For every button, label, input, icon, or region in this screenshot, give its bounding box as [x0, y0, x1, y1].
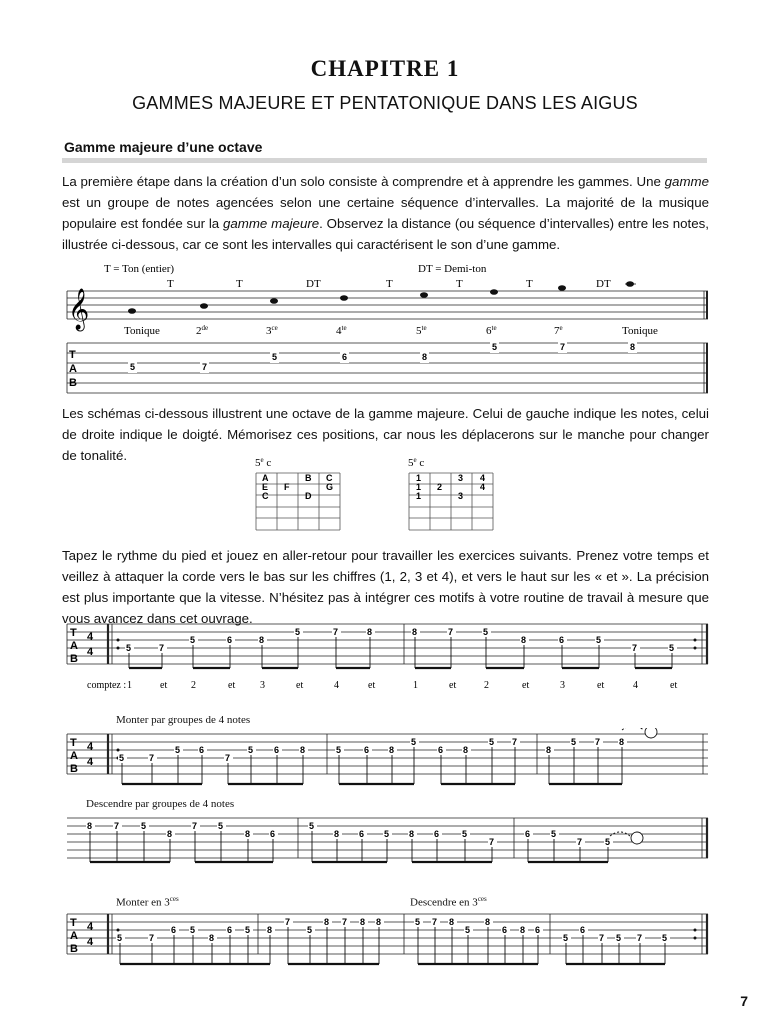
- tab-fret: 7: [149, 933, 155, 943]
- tab-fret: 8: [389, 745, 395, 755]
- count-label: et: [449, 680, 457, 691]
- slide-arc-icon: [622, 728, 644, 730]
- tab-fret: 5: [130, 362, 136, 372]
- tab-fret: 5: [616, 933, 622, 943]
- tab-fret: 8: [87, 821, 93, 831]
- svg-text:T: T: [70, 737, 77, 749]
- count-label: 1: [127, 680, 132, 691]
- exercise-4-tab: [62, 908, 712, 970]
- degree-label: $5^{te}$: [416, 324, 427, 337]
- diagram-note: D: [305, 491, 312, 501]
- tab-clef: [70, 627, 78, 665]
- tab-clef: [70, 917, 78, 955]
- svg-text:4: 4: [87, 631, 94, 643]
- right-diagram-fingers: [416, 473, 485, 501]
- tab-fret: 5: [669, 643, 675, 653]
- count-label: 2: [191, 680, 196, 691]
- rhythm-stems: [129, 637, 675, 668]
- count-labels: [127, 680, 677, 691]
- tab-fret: 6: [359, 829, 365, 839]
- count-label: et: [160, 680, 168, 691]
- tab-fret: 7: [595, 737, 601, 747]
- legend-semitone: DT = Demi-ton: [418, 263, 487, 275]
- tab-fret: 5: [465, 925, 471, 935]
- section-title: Gamme majeure d’une octave: [64, 139, 263, 155]
- diagram-note: A: [262, 473, 269, 483]
- diagram-finger: 3: [458, 491, 464, 501]
- exercise-4-title-up: Monter en $3^{ces}$: [116, 895, 179, 909]
- fretboard-diagrams: [250, 456, 540, 532]
- tab-fret: 8: [619, 737, 625, 747]
- tab-fret: 8: [300, 745, 306, 755]
- tab-fret: 8: [520, 925, 526, 935]
- tab-fret: 7: [342, 917, 348, 927]
- tab-fret: 5: [218, 821, 224, 831]
- count-label: et: [522, 680, 530, 691]
- tab-fret: 5: [272, 352, 278, 362]
- tab-fret: 5: [483, 627, 489, 637]
- tab-fret: 7: [560, 342, 566, 352]
- emphasis-gamme: gamme: [664, 174, 709, 189]
- tab-fret: 7: [149, 753, 155, 763]
- diagram-finger: 1: [416, 491, 422, 501]
- note-head: [270, 298, 278, 304]
- svg-text:A: A: [70, 750, 78, 762]
- svg-text:T: T: [70, 627, 77, 639]
- tab-fret: 7: [432, 917, 438, 927]
- tab-fret: 6: [535, 925, 541, 935]
- diagram-finger: 2: [437, 482, 443, 492]
- diagram-finger: 4: [480, 482, 486, 492]
- tab-fret: 5: [571, 737, 577, 747]
- interval-label: T: [236, 278, 243, 290]
- tab-fret: 6: [559, 635, 565, 645]
- count-label: et: [670, 680, 678, 691]
- svg-text:A: A: [70, 930, 78, 942]
- tab-fret: 5: [462, 829, 468, 839]
- svg-text:4: 4: [87, 741, 94, 753]
- count-label: et: [228, 680, 236, 691]
- tab-fret: 8: [422, 352, 428, 362]
- count-label: et: [597, 680, 605, 691]
- tab-fret: 7: [637, 933, 643, 943]
- tab-fret: 7: [632, 643, 638, 653]
- tab-fret: 6: [227, 635, 233, 645]
- tab-fret: 5: [175, 745, 181, 755]
- tab-fret: 7: [285, 917, 291, 927]
- exercise-3-title: Descendre par groupes de 4 notes: [86, 798, 235, 810]
- emphasis-gamme-majeure: gamme majeure: [222, 216, 320, 231]
- tab-fret: 7: [512, 737, 518, 747]
- diagram-note: G: [326, 482, 334, 492]
- tab-fret: 5: [126, 643, 132, 653]
- svg-text:A: A: [69, 363, 77, 375]
- tab-fret: 7: [577, 837, 583, 847]
- tab-staff: [67, 343, 708, 393]
- intro-paragraph: La première étape dans la création d’un solo consiste à comprendre et à apprendre les gammes. Une gamme est un groupe de notes agencées selon une certaine séquence d’intervalles. La majorité de la musique populaire est fondée sur la gamme majeure. Observez la distance (ou séquence d’intervalles) entre les notes, illustrée ci-dessous, car ce sont les intervalles qui caractérisent le son d’une gamme.: [62, 174, 709, 252]
- diagram-note: E: [262, 482, 269, 492]
- degree-label: $4^{te}$: [336, 324, 347, 337]
- treble-clef-icon: 𝄞: [68, 289, 90, 329]
- tab-fret: 8: [463, 745, 469, 755]
- tab-fret: 5: [662, 933, 668, 943]
- count-label: et: [368, 680, 376, 691]
- tab-fret: 5: [295, 627, 301, 637]
- tab-fret: 6: [270, 829, 276, 839]
- svg-text:4: 4: [87, 756, 94, 768]
- note-head: [558, 285, 566, 291]
- interval-labels: [167, 278, 611, 290]
- tab-staff: [67, 914, 708, 954]
- tab-fret: 5: [551, 829, 557, 839]
- svg-text:B: B: [69, 377, 77, 389]
- tab-fret: 6: [227, 925, 233, 935]
- tab-fret: 6: [438, 745, 444, 755]
- chapter-subtitle: GAMMES MAJEURE ET PENTATONIQUE DANS LES AIGUS: [132, 93, 638, 113]
- tab-fret: 6: [502, 925, 508, 935]
- interval-label: DT: [596, 278, 611, 290]
- exercise-3-tab: [62, 812, 712, 872]
- svg-text:B: B: [70, 653, 78, 665]
- tab-fret: 6: [525, 829, 531, 839]
- tab-fret: 5: [307, 925, 313, 935]
- tab-fret: 6: [434, 829, 440, 839]
- tab-fret: 8: [209, 933, 215, 943]
- tab-fret: 8: [324, 917, 330, 927]
- tab-fret: 7: [489, 837, 495, 847]
- tab-fret: 5: [248, 745, 254, 755]
- exercise-2-title: Monter par groupes de 4 notes: [116, 714, 251, 726]
- left-diagram-notes: [262, 473, 333, 501]
- degree-label: $6^{te}$: [486, 324, 497, 337]
- tab-fret: 6: [342, 352, 348, 362]
- tab-fret: 5: [489, 737, 495, 747]
- interval-label: T: [386, 278, 393, 290]
- diagram-note: B: [305, 473, 312, 483]
- tab-fret: 5: [117, 933, 123, 943]
- diagram-note: C: [262, 491, 269, 501]
- diagram-finger: 1: [416, 473, 422, 483]
- right-diagram-position: 5e c: [408, 456, 425, 469]
- tab-fret: 8: [360, 917, 366, 927]
- svg-text:4: 4: [87, 921, 94, 933]
- whole-note-icon: [645, 728, 657, 738]
- tab-fret: 8: [376, 917, 382, 927]
- diagram-note: C: [326, 473, 333, 483]
- tab-fret: 7: [192, 821, 198, 831]
- exercise-1-tab: [62, 618, 712, 692]
- tab-fret: 8: [449, 917, 455, 927]
- chapter-title: CHAPITRE 1: [310, 56, 460, 81]
- note-head: [420, 292, 428, 298]
- page-number: 7: [740, 993, 748, 1009]
- whole-note-icon: [631, 832, 643, 844]
- svg-text:T: T: [70, 917, 77, 929]
- tab-fret: 8: [485, 917, 491, 927]
- degree-label: Tonique: [622, 325, 658, 337]
- tab-fret: 7: [448, 627, 454, 637]
- tab-fret: 8: [367, 627, 373, 637]
- svg-text:B: B: [70, 943, 78, 955]
- tab-fret: 5: [190, 635, 196, 645]
- svg-text:4: 4: [87, 646, 94, 658]
- tab-fret: 5: [605, 837, 611, 847]
- tab-fret: 7: [114, 821, 120, 831]
- count-label: comptez :: [87, 680, 127, 691]
- degree-label: Tonique: [124, 325, 160, 337]
- tab-fret: 8: [259, 635, 265, 645]
- count-label: 1: [413, 680, 418, 691]
- tab-fret: 5: [384, 829, 390, 839]
- svg-text:A: A: [70, 640, 78, 652]
- tab-staff: [67, 734, 708, 774]
- tab-fret: 5: [415, 917, 421, 927]
- diagram-finger: 4: [480, 473, 486, 483]
- music-staff: [67, 291, 708, 319]
- tab-fret: 5: [596, 635, 602, 645]
- count-label: et: [296, 680, 304, 691]
- scale-notes: [128, 281, 636, 314]
- degree-label: 7e: [554, 324, 563, 337]
- count-label: 2: [484, 680, 489, 691]
- tab-fret: 8: [245, 829, 251, 839]
- tab-fret: 8: [412, 627, 418, 637]
- note-head: [128, 308, 136, 314]
- tab-fret: 6: [580, 925, 586, 935]
- tab-frets: [128, 342, 637, 373]
- tab-fret: 5: [411, 737, 417, 747]
- svg-text:4: 4: [87, 936, 94, 948]
- tab-fret: 5: [245, 925, 251, 935]
- interval-label: T: [526, 278, 533, 290]
- tab-fret: 8: [334, 829, 340, 839]
- note-head: [340, 295, 348, 301]
- tab-fret: 8: [546, 745, 552, 755]
- diagram-finger: 1: [416, 482, 422, 492]
- count-label: 3: [260, 680, 265, 691]
- tab-fret: 6: [364, 745, 370, 755]
- legend-tone: T = Ton (entier): [104, 263, 175, 275]
- tab-fret: 5: [190, 925, 196, 935]
- tab-fret: 5: [492, 342, 498, 352]
- note-head: [200, 303, 208, 309]
- exercises-paragraph: Tapez le rythme du pied et jouez en aller-retour pour travailler les exercices suivants. Prenez votre temps et veillez à attaquer la corde vers le bas sur les chiffres (1, 2, 3 et 4), et vers le haut sur les « et ». La précision est plus importante que la vitesse. N’hésitez pas à intégrer ces motifs à votre routine de travail à mesure que vous avancez dans cet ouvrage.: [62, 548, 709, 626]
- diagram-note: F: [284, 482, 290, 492]
- tab-fret: 5: [309, 821, 315, 831]
- diagrams-paragraph: Les schémas ci-dessous illustrent une octave de la gamme majeure. Celui de gauche indique les notes, celui de droite indique le doigté. Mémorisez ces positions, car nous les déplacerons sur le manche pour changer de tonalité.: [62, 406, 709, 463]
- tab-fret: 8: [267, 925, 273, 935]
- count-label: 4: [334, 680, 339, 691]
- time-signature: [87, 631, 94, 658]
- tab-fret: 5: [141, 821, 147, 831]
- tab-fret: 5: [336, 745, 342, 755]
- tab-fret: 6: [274, 745, 280, 755]
- tab-fret: 7: [159, 643, 165, 653]
- count-label: 4: [633, 680, 638, 691]
- exercise-4-title-down: Descendre en $3^{ces}$: [410, 895, 487, 909]
- svg-text:T: T: [69, 349, 76, 361]
- diagram-finger: 3: [458, 473, 464, 483]
- tab-fret: 6: [171, 925, 177, 935]
- tab-fret: 5: [119, 753, 125, 763]
- note-head: [490, 289, 498, 295]
- tab-fret: 8: [409, 829, 415, 839]
- tab-fret: 7: [202, 362, 208, 372]
- left-diagram-position: 5e c: [255, 456, 272, 469]
- tab-fret: 7: [333, 627, 339, 637]
- tab-fret: 8: [167, 829, 173, 839]
- tab-fret: 8: [521, 635, 527, 645]
- degree-label: 2de: [196, 324, 209, 337]
- tab-fret: 7: [599, 933, 605, 943]
- interval-label: T: [456, 278, 463, 290]
- tab-fret: 8: [630, 342, 636, 352]
- interval-label: T: [167, 278, 174, 290]
- major-scale-figure: [62, 258, 712, 394]
- tab-clef: [70, 737, 78, 775]
- exercise-2-tab: [62, 728, 712, 788]
- tab-fret: 5: [563, 933, 569, 943]
- count-label: 3: [560, 680, 565, 691]
- tab-fret: 7: [225, 753, 231, 763]
- svg-text:B: B: [70, 763, 78, 775]
- tab-fret: 6: [199, 745, 205, 755]
- interval-label: DT: [306, 278, 321, 290]
- tab-clef: [69, 349, 77, 389]
- degree-labels: [124, 324, 658, 337]
- degree-label: $3^{ce}$: [266, 324, 278, 337]
